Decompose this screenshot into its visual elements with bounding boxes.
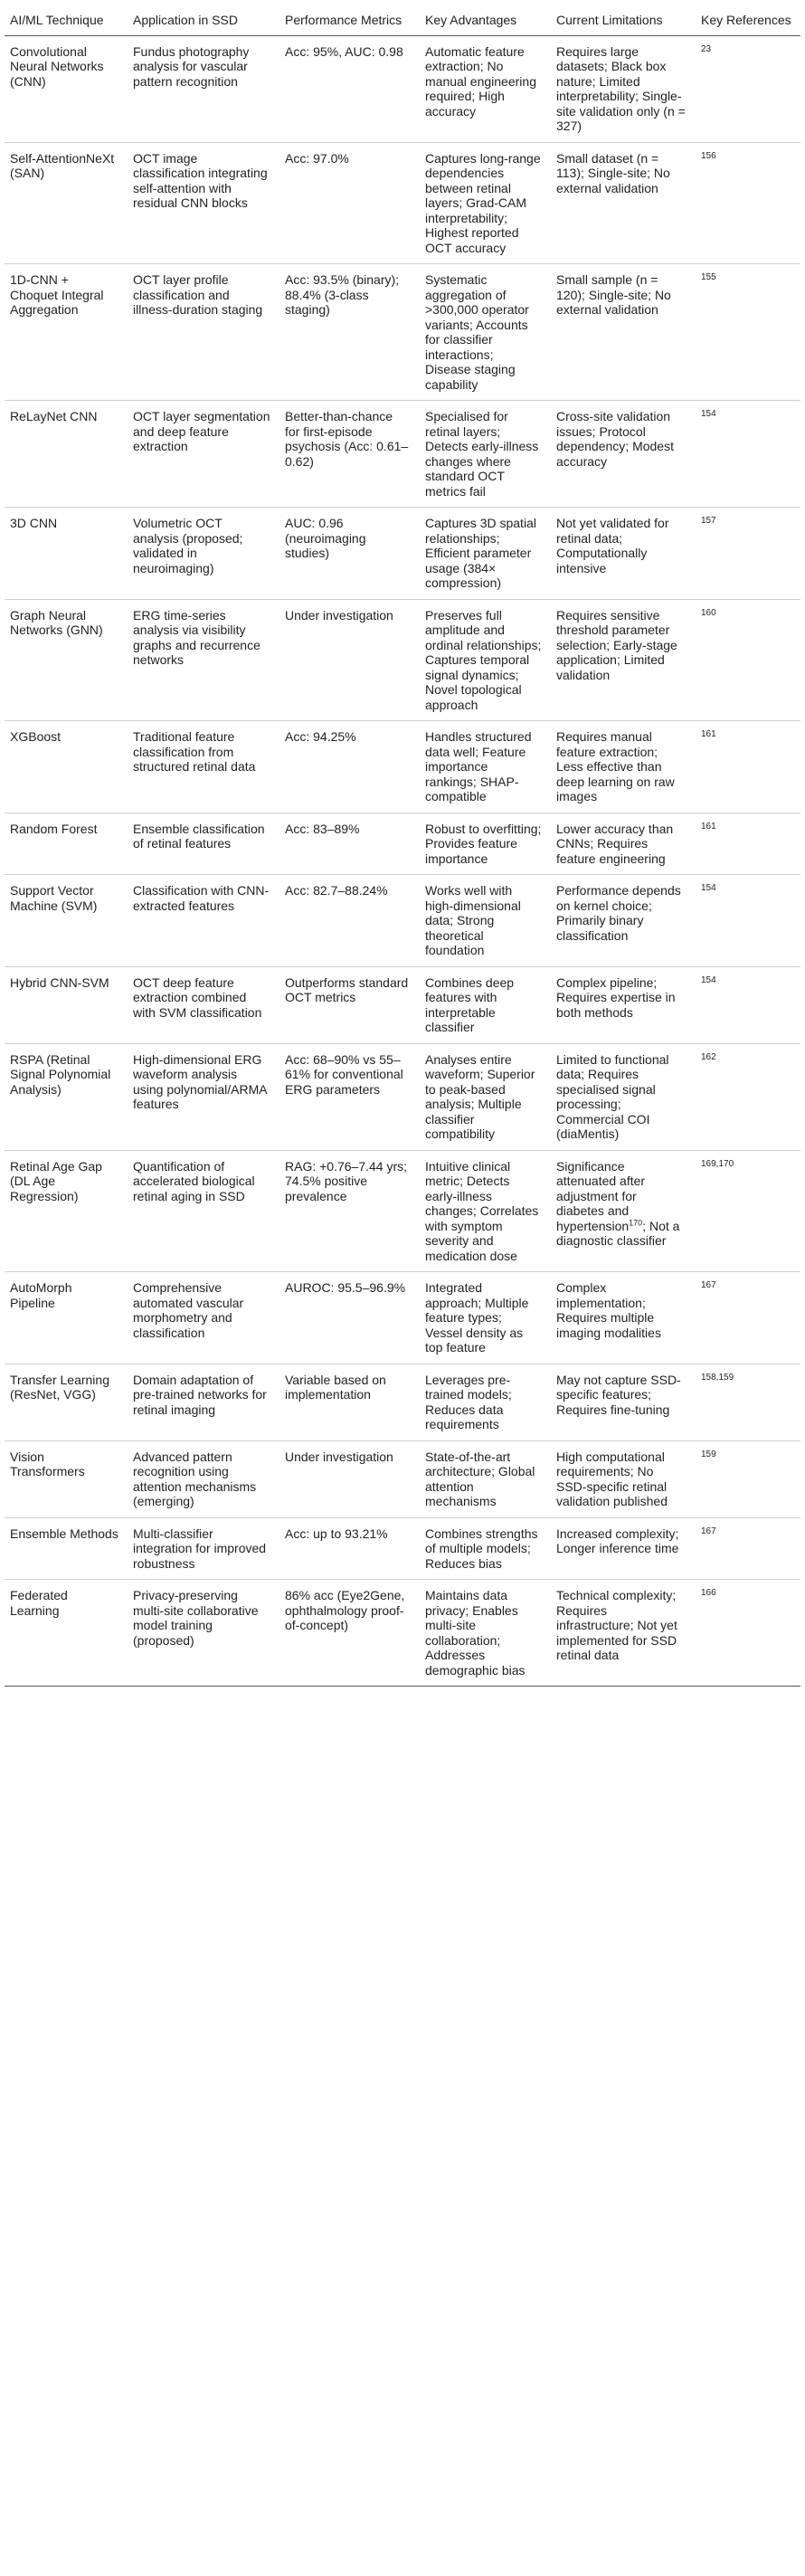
cell-advantages: Combines strengths of multiple models; Reduces bias (420, 1517, 551, 1580)
cell-metrics: RAG: +0.76–7.44 yrs; 74.5% positive prevalence (279, 1150, 420, 1272)
cell-technique: Support Vector Machine (SVM) (5, 875, 128, 967)
cell-application: OCT layer segmentation and deep feature extraction (128, 401, 279, 508)
cell-technique: Convolutional Neural Networks (CNN) (5, 35, 128, 142)
cell-technique: Hybrid CNN-SVM (5, 966, 128, 1043)
cell-application: ERG time-series analysis via visibility graphs and recurrence networks (128, 599, 279, 721)
cell-application: OCT deep feature extraction combined with SVM classification (128, 966, 279, 1043)
inline-reference: 170 (629, 1217, 643, 1227)
cell-advantages: Integrated approach; Multiple feature types; Vessel density as top feature (420, 1272, 551, 1364)
cell-metrics: Under investigation (279, 599, 420, 721)
cell-metrics: Acc: 83–89% (279, 813, 420, 875)
table-row (5, 813, 800, 875)
table-row (5, 1580, 800, 1687)
cell-references: 167 (696, 1517, 800, 1580)
table-body (5, 35, 800, 1687)
cell-metrics: AUROC: 95.5–96.9% (279, 1272, 420, 1364)
header-advantages: Key Advantages (420, 5, 551, 35)
cell-limitations: Limited to functional data; Requires specialised signal processing; Commercial COI (diaMentis) (551, 1043, 696, 1150)
table-row (5, 1440, 800, 1517)
cell-advantages: Intuitive clinical metric; Detects early-illness changes; Correlates with symptom severity and medication dose (420, 1150, 551, 1272)
cell-metrics: Outperforms standard OCT metrics (279, 966, 420, 1043)
cell-application: OCT image classification integrating self-attention with residual CNN blocks (128, 142, 279, 264)
cell-references: 158,159 (696, 1364, 800, 1440)
cell-application: Volumetric OCT analysis (proposed; validated in neuroimaging) (128, 508, 279, 600)
cell-limitations: Cross-site validation issues; Protocol dependency; Modest accuracy (551, 401, 696, 508)
cell-limitations: Small sample (n = 120); Single-site; No external validation (551, 264, 696, 401)
table-row (5, 1150, 800, 1272)
cell-application: Domain adaptation of pre-trained networks for retinal imaging (128, 1364, 279, 1440)
cell-limitations: Requires manual feature extraction; Less effective than deep learning on raw images (551, 721, 696, 813)
cell-limitations: Lower accuracy than CNNs; Requires feature engineering (551, 813, 696, 875)
cell-application: Quantification of accelerated biological retinal aging in SSD (128, 1150, 279, 1272)
cell-references: 162 (696, 1043, 800, 1150)
table-row (5, 35, 800, 142)
cell-advantages: Maintains data privacy; Enables multi-site collaboration; Addresses demographic bias (420, 1580, 551, 1687)
table-row (5, 875, 800, 967)
cell-references: 157 (696, 508, 800, 600)
cell-advantages: Leverages pre-trained models; Reduces data requirements (420, 1364, 551, 1440)
cell-technique: 3D CNN (5, 508, 128, 600)
cell-metrics: Better-than-chance for first-episode psychosis (Acc: 0.61–0.62) (279, 401, 420, 508)
limitations-text: ; Not a diagnostic classifier (556, 1218, 680, 1248)
cell-technique: XGBoost (5, 721, 128, 813)
cell-advantages: Combines deep features with interpretable classifier (420, 966, 551, 1043)
cell-limitations: Complex implementation; Requires multiple imaging modalities (551, 1272, 696, 1364)
cell-limitations: May not capture SSD-specific features; Requires fine-tuning (551, 1364, 696, 1440)
cell-technique: AutoMorph Pipeline (5, 1272, 128, 1364)
cell-advantages: Specialised for retinal layers; Detects early-illness changes where standard OCT metrics fail (420, 401, 551, 508)
cell-technique: RSPA (Retinal Signal Polynomial Analysis) (5, 1043, 128, 1150)
cell-technique: Graph Neural Networks (GNN) (5, 599, 128, 721)
cell-references: 160 (696, 599, 800, 721)
header-references: Key References (696, 5, 800, 35)
cell-references: 155 (696, 264, 800, 401)
cell-technique: 1D-CNN + Choquet Integral Aggregation (5, 264, 128, 401)
ai-ml-techniques-table (5, 5, 800, 1687)
cell-limitations: Increased complexity; Longer inference time (551, 1517, 696, 1580)
cell-references: 154 (696, 401, 800, 508)
cell-references: 161 (696, 721, 800, 813)
cell-metrics: 86% acc (Eye2Gene, ophthalmology proof-of-concept) (279, 1580, 420, 1687)
table-row (5, 599, 800, 721)
table-header (5, 5, 800, 35)
cell-application: Privacy-preserving multi-site collaborative model training (proposed) (128, 1580, 279, 1687)
cell-technique: Transfer Learning (ResNet, VGG) (5, 1364, 128, 1440)
cell-advantages: Automatic feature extraction; No manual engineering required; High accuracy (420, 35, 551, 142)
cell-metrics: Acc: 68–90% vs 55–61% for conventional ERG parameters (279, 1043, 420, 1150)
cell-limitations: Requires sensitive threshold parameter selection; Early-stage application; Limited validation (551, 599, 696, 721)
header-technique: AI/ML Technique (5, 5, 128, 35)
cell-application: Traditional feature classification from structured retinal data (128, 721, 279, 813)
cell-application: OCT layer profile classification and illness-duration staging (128, 264, 279, 401)
cell-advantages: Systematic aggregation of >300,000 operator variants; Accounts for classifier interactions; Disease staging capability (420, 264, 551, 401)
table-row (5, 508, 800, 600)
cell-metrics: Under investigation (279, 1440, 420, 1517)
cell-references: 159 (696, 1440, 800, 1517)
cell-technique: Vision Transformers (5, 1440, 128, 1517)
cell-metrics: Acc: 94.25% (279, 721, 420, 813)
table-row (5, 721, 800, 813)
cell-references: 167 (696, 1272, 800, 1364)
cell-metrics: Acc: up to 93.21% (279, 1517, 420, 1580)
cell-technique: Federated Learning (5, 1580, 128, 1687)
header-application: Application in SSD (128, 5, 279, 35)
cell-application: High-dimensional ERG waveform analysis using polynomial/ARMA features (128, 1043, 279, 1150)
table-row (5, 1272, 800, 1364)
table-row (5, 142, 800, 264)
cell-advantages: Preserves full amplitude and ordinal relationships; Captures temporal signal dynamics; Novel topological approach (420, 599, 551, 721)
cell-technique: Random Forest (5, 813, 128, 875)
cell-advantages: Robust to overfitting; Provides feature importance (420, 813, 551, 875)
cell-metrics: Acc: 93.5% (binary); 88.4% (3-class staging) (279, 264, 420, 401)
cell-application: Fundus photography analysis for vascular pattern recognition (128, 35, 279, 142)
cell-limitations: Complex pipeline; Requires expertise in both methods (551, 966, 696, 1043)
cell-application: Ensemble classification of retinal features (128, 813, 279, 875)
cell-limitations: Technical complexity; Requires infrastructure; Not yet implemented for SSD retinal data (551, 1580, 696, 1687)
cell-references: 161 (696, 813, 800, 875)
cell-metrics: Acc: 95%, AUC: 0.98 (279, 35, 420, 142)
table-row (5, 264, 800, 401)
cell-metrics: AUC: 0.96 (neuroimaging studies) (279, 508, 420, 600)
header-metrics: Performance Metrics (279, 5, 420, 35)
cell-technique: Self-AttentionNeXt (SAN) (5, 142, 128, 264)
cell-advantages: State-of-the-art architecture; Global attention mechanisms (420, 1440, 551, 1517)
cell-metrics: Variable based on implementation (279, 1364, 420, 1440)
cell-references: 169,170 (696, 1150, 800, 1272)
cell-references: 23 (696, 35, 800, 142)
cell-technique: Ensemble Methods (5, 1517, 128, 1580)
cell-advantages: Captures long-range dependencies between retinal layers; Grad-CAM interpretability; Highest reported OCT accuracy (420, 142, 551, 264)
cell-limitations (551, 1150, 696, 1272)
cell-limitations: Not yet validated for retinal data; Computationally intensive (551, 508, 696, 600)
cell-limitations: High computational requirements; No SSD-specific retinal validation published (551, 1440, 696, 1517)
cell-limitations: Requires large datasets; Black box nature; Limited interpretability; Single-site validation only (n = 327) (551, 35, 696, 142)
cell-limitations: Small dataset (n = 113); Single-site; No external validation (551, 142, 696, 264)
cell-advantages: Works well with high-dimensional data; Strong theoretical foundation (420, 875, 551, 967)
header-limitations: Current Limitations (551, 5, 696, 35)
cell-application: Comprehensive automated vascular morphometry and classification (128, 1272, 279, 1364)
cell-advantages: Analyses entire waveform; Superior to peak-based analysis; Multiple classifier compatibility (420, 1043, 551, 1150)
cell-references: 154 (696, 875, 800, 967)
table-row (5, 401, 800, 508)
cell-metrics: Acc: 97.0% (279, 142, 420, 264)
cell-technique: ReLayNet CNN (5, 401, 128, 508)
table-row (5, 966, 800, 1043)
header-row (5, 5, 800, 35)
cell-limitations: Performance depends on kernel choice; Primarily binary classification (551, 875, 696, 967)
cell-advantages: Captures 3D spatial relationships; Efficient parameter usage (384× compression) (420, 508, 551, 600)
cell-references: 166 (696, 1580, 800, 1687)
table-row (5, 1517, 800, 1580)
cell-metrics: Acc: 82.7–88.24% (279, 875, 420, 967)
cell-references: 154 (696, 966, 800, 1043)
cell-application: Advanced pattern recognition using attention mechanisms (emerging) (128, 1440, 279, 1517)
cell-references: 156 (696, 142, 800, 264)
cell-application: Multi-classifier integration for improved robustness (128, 1517, 279, 1580)
limitations-text: Significance attenuated after adjustment for diabetes and hypertension (556, 1158, 646, 1233)
table-row (5, 1364, 800, 1440)
cell-technique: Retinal Age Gap (DL Age Regression) (5, 1150, 128, 1272)
cell-application: Classification with CNN-extracted features (128, 875, 279, 967)
table-row (5, 1043, 800, 1150)
cell-advantages: Handles structured data well; Feature importance rankings; SHAP-compatible (420, 721, 551, 813)
